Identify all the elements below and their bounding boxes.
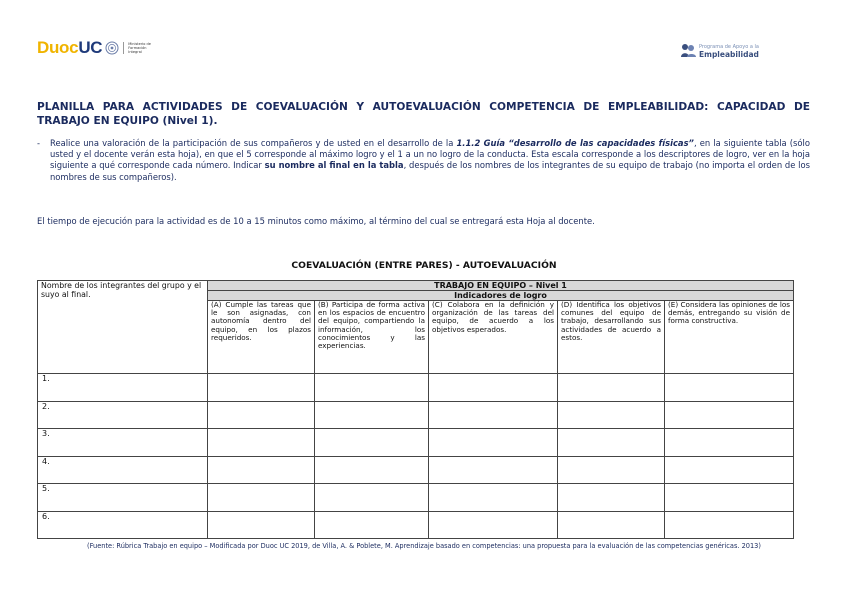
row-number[interactable]: 4.: [38, 456, 208, 484]
row-number[interactable]: 1.: [38, 374, 208, 402]
empleabilidad-logo: [680, 43, 759, 58]
row-number[interactable]: 5.: [38, 484, 208, 512]
group-header: TRABAJO EN EQUIPO – Nivel 1: [208, 281, 794, 291]
score-cell[interactable]: [665, 374, 794, 402]
seal-icon: [105, 41, 119, 55]
score-cell[interactable]: [665, 511, 794, 539]
instructions-bullet: [37, 138, 810, 183]
source-footnote: (Fuente: Rúbrica Trabajo en equipo – Modificada por Duoc UC 2019, de Villa, A. & Poblete, M. Aprendizaje basado en competencias: una propuesta para la evaluación de las competencias genéricas. 2013): [87, 542, 761, 550]
indicator-d: (D) Identifica los objetivos comunes del equipo de trabajo, desarrollando sus actividades de acuerdo a estos.: [558, 301, 665, 374]
score-cell[interactable]: [315, 484, 429, 512]
indicators-header: Indicadores de logro: [208, 291, 794, 301]
score-cell[interactable]: [429, 374, 558, 402]
bullet-dash: -: [37, 138, 41, 148]
row-number[interactable]: 2.: [38, 401, 208, 429]
score-cell[interactable]: [665, 401, 794, 429]
table-row: [38, 401, 794, 429]
score-cell[interactable]: [208, 456, 315, 484]
score-cell[interactable]: [315, 374, 429, 402]
score-cell[interactable]: [558, 374, 665, 402]
score-cell[interactable]: [665, 429, 794, 457]
score-cell[interactable]: [665, 456, 794, 484]
table-row: [38, 429, 794, 457]
score-cell[interactable]: [429, 429, 558, 457]
score-cell[interactable]: [315, 511, 429, 539]
page-title: PLANILLA PARA ACTIVIDADES DE COEVALUACIÓN Y AUTOEVALUACIÓN COMPETENCIA DE EMPLEABILIDAD: CAPACIDAD DE TRABAJO EN EQUIPO (Nivel 1).: [37, 101, 810, 127]
table-title: COEVALUACIÓN (ENTRE PARES) - AUTOEVALUACIÓN: [291, 260, 557, 271]
duocuc-logo: [37, 38, 158, 58]
score-cell[interactable]: [208, 429, 315, 457]
score-cell[interactable]: [208, 484, 315, 512]
score-cell[interactable]: [429, 456, 558, 484]
row-number[interactable]: 3.: [38, 429, 208, 457]
score-cell[interactable]: [208, 401, 315, 429]
score-cell[interactable]: [208, 374, 315, 402]
evaluation-table: [37, 280, 794, 539]
score-cell[interactable]: [315, 429, 429, 457]
score-cell[interactable]: [429, 484, 558, 512]
score-cell[interactable]: [558, 511, 665, 539]
score-cell[interactable]: [429, 401, 558, 429]
indicator-e: (E) Considera las opiniones de los demás, entregando su visión de forma constructiva.: [665, 301, 794, 374]
instructions-text: Realice una valoración de la participación de sus compañeros y de usted en el desarrollo de la 1.1.2 Guía “desarrollo de las capacidades físicas”, en la siguiente tabla (sólo usted y el docente verán esta hoja), en que el 5 corresponde al máximo logro y el 1 a un no logro de la conducta. Esta escala corresponde a los descriptores de logro, ver en la hoja siguiente a qué corresponde cada número. Indicar su nombre al final en la tabla, después de los nombres de los integrantes de su equipo de trabajo (no importa el orden de los nombres de sus compañeros).: [50, 138, 810, 182]
ministry-text: Ministerio de Formación Integral: [123, 42, 158, 55]
indicator-c: (C) Colabora en la definición y organización de las tareas del equipo, de acuerdo a los objetivos esperados.: [429, 301, 558, 374]
score-cell[interactable]: [665, 484, 794, 512]
table-row: [38, 456, 794, 484]
row-number[interactable]: 6.: [38, 511, 208, 539]
empleabilidad-title: Empleabilidad: [699, 49, 759, 59]
score-cell[interactable]: [558, 429, 665, 457]
score-cell[interactable]: [315, 401, 429, 429]
people-icon: [680, 43, 697, 58]
indicator-a: (A) Cumple las tareas que le son asignadas, con autonomía dentro del equipo, en los plazos requeridos.: [208, 301, 315, 374]
time-note: El tiempo de ejecución para la actividad es de 10 a 15 minutos como máximo, al término del cual se entregará esta Hoja al docente.: [37, 216, 595, 226]
table-row: [38, 374, 794, 402]
score-cell[interactable]: [558, 456, 665, 484]
score-cell[interactable]: [208, 511, 315, 539]
table-row: [38, 484, 794, 512]
score-cell[interactable]: [429, 511, 558, 539]
name-column-header: Nombre de los integrantes del grupo y el suyo al final.: [38, 281, 208, 374]
score-cell[interactable]: [315, 456, 429, 484]
empleabilidad-subtitle: Programa de Apoyo a la: [699, 43, 759, 50]
score-cell[interactable]: [558, 484, 665, 512]
table-row: [38, 511, 794, 539]
duocuc-wordmark: DuocUC: [37, 38, 103, 57]
name-instruction: su nombre al final en la tabla: [264, 160, 404, 171]
score-cell[interactable]: [558, 401, 665, 429]
guide-reference: 1.1.2 Guía “desarrollo de las capacidades físicas”: [456, 138, 694, 148]
indicator-b: (B) Participa de forma activa en los espacios de encuentro del equipo, compartiendo la información, los conocimientos y las experiencias.: [315, 301, 429, 374]
